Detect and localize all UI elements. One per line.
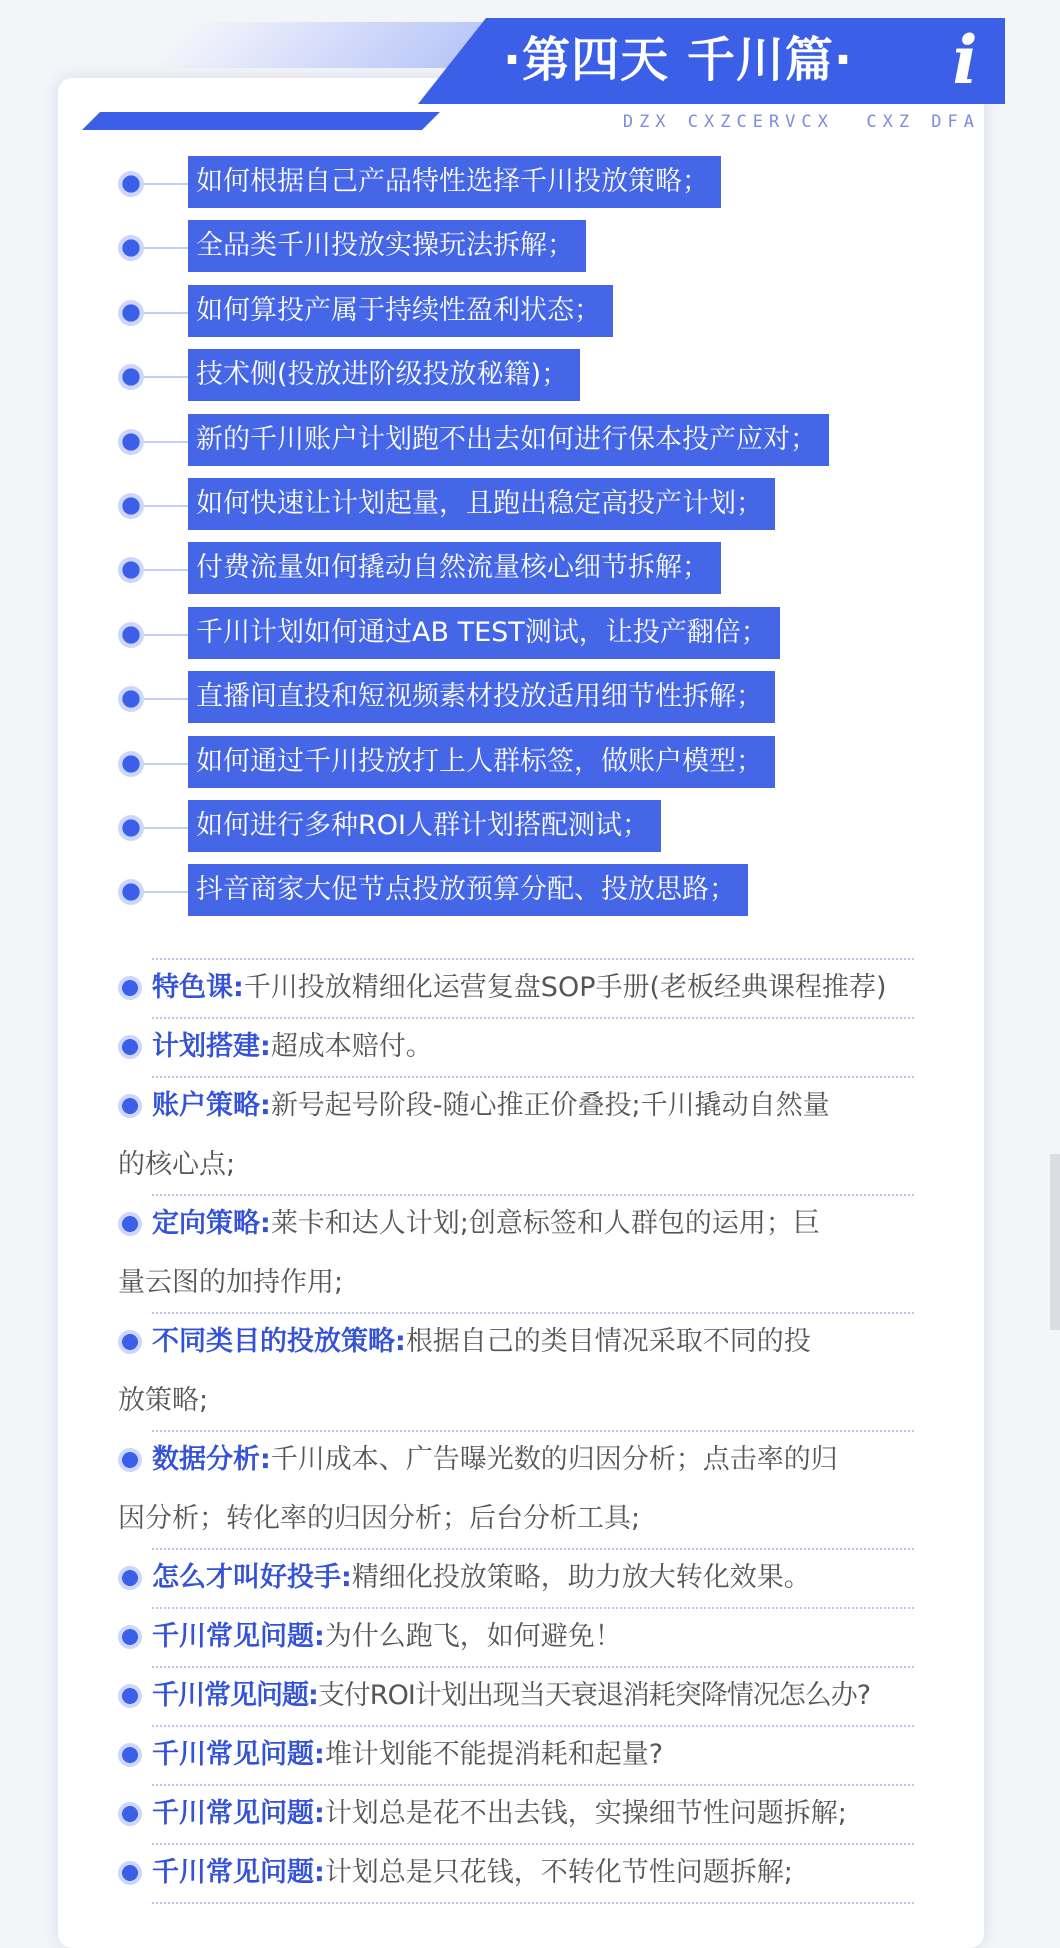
connector-line bbox=[144, 634, 188, 636]
detail-label: 特色课: bbox=[152, 972, 244, 1003]
detail-value-continued: 量云图的加持作用; bbox=[118, 1267, 344, 1298]
topic-label: 如何进行多种ROI人群计划搭配测试； bbox=[188, 800, 661, 852]
detail-row bbox=[118, 1725, 918, 1784]
topic-item bbox=[118, 216, 978, 280]
bullet-icon bbox=[118, 1035, 142, 1059]
bullet-icon bbox=[118, 171, 144, 197]
detail-text bbox=[152, 1843, 920, 1902]
bullet-icon bbox=[118, 976, 142, 1000]
detail-row bbox=[118, 1076, 918, 1194]
bullet-icon bbox=[118, 300, 144, 326]
connector-line bbox=[144, 827, 188, 829]
topic-item bbox=[118, 667, 978, 731]
bullet-icon bbox=[118, 815, 144, 841]
detail-label: 计划搭建: bbox=[152, 1031, 271, 1062]
bullet-icon bbox=[118, 1743, 142, 1767]
detail-value-continued: 因分析；转化率的归因分析；后台分析工具; bbox=[118, 1503, 641, 1534]
detail-text bbox=[152, 1548, 920, 1607]
bullet-icon bbox=[118, 1448, 142, 1472]
bullet-icon bbox=[118, 1212, 142, 1236]
bullet-icon bbox=[118, 429, 144, 455]
detail-label: 定向策略: bbox=[152, 1208, 271, 1239]
topic-item bbox=[118, 410, 978, 474]
bullet-icon bbox=[118, 1684, 142, 1708]
bullet-icon bbox=[118, 1625, 142, 1649]
bullet-icon bbox=[118, 1566, 142, 1590]
topic-label: 如何算投产属于持续性盈利状态； bbox=[188, 285, 613, 337]
detail-row bbox=[118, 1017, 918, 1076]
detail-label: 不同类目的投放策略: bbox=[152, 1326, 406, 1357]
topic-item bbox=[118, 732, 978, 796]
bullet-icon bbox=[118, 1094, 142, 1118]
detail-value: 根据自己的类目情况采取不同的投 bbox=[405, 1326, 811, 1357]
connector-line bbox=[144, 247, 188, 249]
detail-label: 千川常见问题: bbox=[152, 1621, 325, 1652]
detail-value: 堆计划能不能提消耗和起量? bbox=[324, 1739, 664, 1770]
dotted-divider bbox=[152, 1902, 914, 1904]
connector-line bbox=[144, 441, 188, 443]
detail-label: 账户策略: bbox=[152, 1090, 271, 1121]
topic-item bbox=[118, 474, 978, 538]
detail-text bbox=[118, 1430, 920, 1548]
detail-text bbox=[152, 1666, 920, 1725]
detail-label: 千川常见问题: bbox=[152, 1857, 325, 1888]
connector-line bbox=[144, 376, 188, 378]
detail-text bbox=[152, 958, 920, 1017]
bullet-icon bbox=[118, 364, 144, 390]
connector-line bbox=[144, 763, 188, 765]
detail-value: 精细化投放策略，助力放大转化效果。 bbox=[351, 1562, 811, 1593]
detail-text bbox=[118, 1312, 920, 1430]
topic-label: 新的千川账户计划跑不出去如何进行保本投产应对； bbox=[188, 414, 829, 466]
detail-value: 支付ROI计划出现当天衰退消耗突降情况怎么办? bbox=[317, 1680, 871, 1711]
detail-row bbox=[118, 1784, 918, 1843]
detail-value: 莱卡和达人计划;创意标签和人群包的运用；巨 bbox=[270, 1208, 820, 1239]
detail-row bbox=[118, 1312, 918, 1430]
topic-label: 全品类千川投放实操玩法拆解； bbox=[188, 220, 586, 272]
scrollbar-thumb[interactable] bbox=[1050, 1154, 1060, 1330]
banner-subtitle: DZX CXZCERVCX CXZ DFA bbox=[622, 112, 980, 132]
detail-value-continued: 放策略; bbox=[118, 1385, 209, 1416]
topic-label: 如何根据自己产品特性选择千川投放策略； bbox=[188, 156, 721, 208]
detail-text bbox=[152, 1784, 920, 1843]
bullet-icon bbox=[118, 1802, 142, 1826]
detail-row bbox=[118, 1666, 918, 1725]
detail-row bbox=[118, 1548, 918, 1607]
topic-item bbox=[118, 345, 978, 409]
topic-label: 如何通过千川投放打上人群标签，做账户模型； bbox=[188, 736, 775, 788]
detail-row bbox=[118, 1607, 918, 1666]
topic-label: 千川计划如何通过AB TEST测试，让投产翻倍； bbox=[188, 607, 780, 659]
bullet-icon bbox=[118, 751, 144, 777]
bullet-icon bbox=[118, 622, 144, 648]
bullet-icon bbox=[118, 493, 144, 519]
detail-row bbox=[118, 958, 918, 1017]
topic-label: 技术侧(投放进阶级投放秘籍)； bbox=[188, 349, 580, 401]
connector-line bbox=[144, 698, 188, 700]
topic-label: 付费流量如何撬动自然流量核心细节拆解； bbox=[188, 542, 721, 594]
detail-value: 千川成本、广告曝光数的归因分析；点击率的归 bbox=[270, 1444, 838, 1475]
topic-item bbox=[118, 538, 978, 602]
detail-row-end bbox=[118, 1902, 918, 1906]
topic-label: 直播间直投和短视频素材投放适用细节性拆解； bbox=[188, 671, 775, 723]
banner-stripe bbox=[82, 112, 440, 130]
detail-label: 千川常见问题: bbox=[152, 1798, 325, 1829]
connector-line bbox=[144, 183, 188, 185]
connector-line bbox=[144, 891, 188, 893]
detail-value: 超成本赔付。 bbox=[270, 1031, 433, 1062]
bullet-icon bbox=[118, 686, 144, 712]
detail-label: 千川常见问题: bbox=[152, 1680, 318, 1711]
connector-line bbox=[144, 312, 188, 314]
topic-item bbox=[118, 281, 978, 345]
topic-label: 如何快速让计划起量，且跑出稳定高投产计划； bbox=[188, 478, 775, 530]
detail-value: 新号起号阶段-随心推正价叠投;千川撬动自然量 bbox=[270, 1090, 830, 1121]
detail-label: 千川常见问题: bbox=[152, 1739, 325, 1770]
detail-label: 怎么才叫好投手: bbox=[152, 1562, 352, 1593]
connector-line bbox=[144, 505, 188, 507]
connector-line bbox=[144, 569, 188, 571]
detail-label: 数据分析: bbox=[152, 1444, 271, 1475]
detail-text bbox=[152, 1607, 920, 1666]
page-title: ·第四天 千川篇· bbox=[502, 32, 854, 88]
info-icon: i bbox=[952, 21, 978, 99]
topic-item bbox=[118, 796, 978, 860]
detail-text bbox=[118, 1194, 920, 1312]
bullet-icon bbox=[118, 879, 144, 905]
detail-value: 计划总是只花钱，不转化节性问题拆解; bbox=[324, 1857, 793, 1888]
banner-decoration bbox=[150, 22, 496, 68]
bullet-icon bbox=[118, 1861, 142, 1885]
detail-row bbox=[118, 1843, 918, 1902]
detail-row bbox=[118, 1194, 918, 1312]
detail-value: 为什么跑飞，如何避免！ bbox=[324, 1621, 622, 1652]
detail-value: 计划总是花不出去钱，实操细节性问题拆解; bbox=[324, 1798, 847, 1829]
detail-value-continued: 的核心点; bbox=[118, 1149, 236, 1180]
bullet-icon bbox=[118, 557, 144, 583]
topic-label: 抖音商家大促节点投放预算分配、投放思路； bbox=[188, 864, 748, 916]
bullet-icon bbox=[118, 1330, 142, 1354]
detail-text bbox=[152, 1017, 920, 1076]
detail-text bbox=[118, 1076, 920, 1194]
topic-item bbox=[118, 152, 978, 216]
detail-text bbox=[152, 1725, 920, 1784]
detail-row bbox=[118, 1430, 918, 1548]
topic-item bbox=[118, 603, 978, 667]
bullet-icon bbox=[118, 235, 144, 261]
detail-value: 千川投放精细化运营复盘SOP手册(老板经典课程推荐) bbox=[243, 972, 887, 1003]
topic-item bbox=[118, 860, 978, 924]
